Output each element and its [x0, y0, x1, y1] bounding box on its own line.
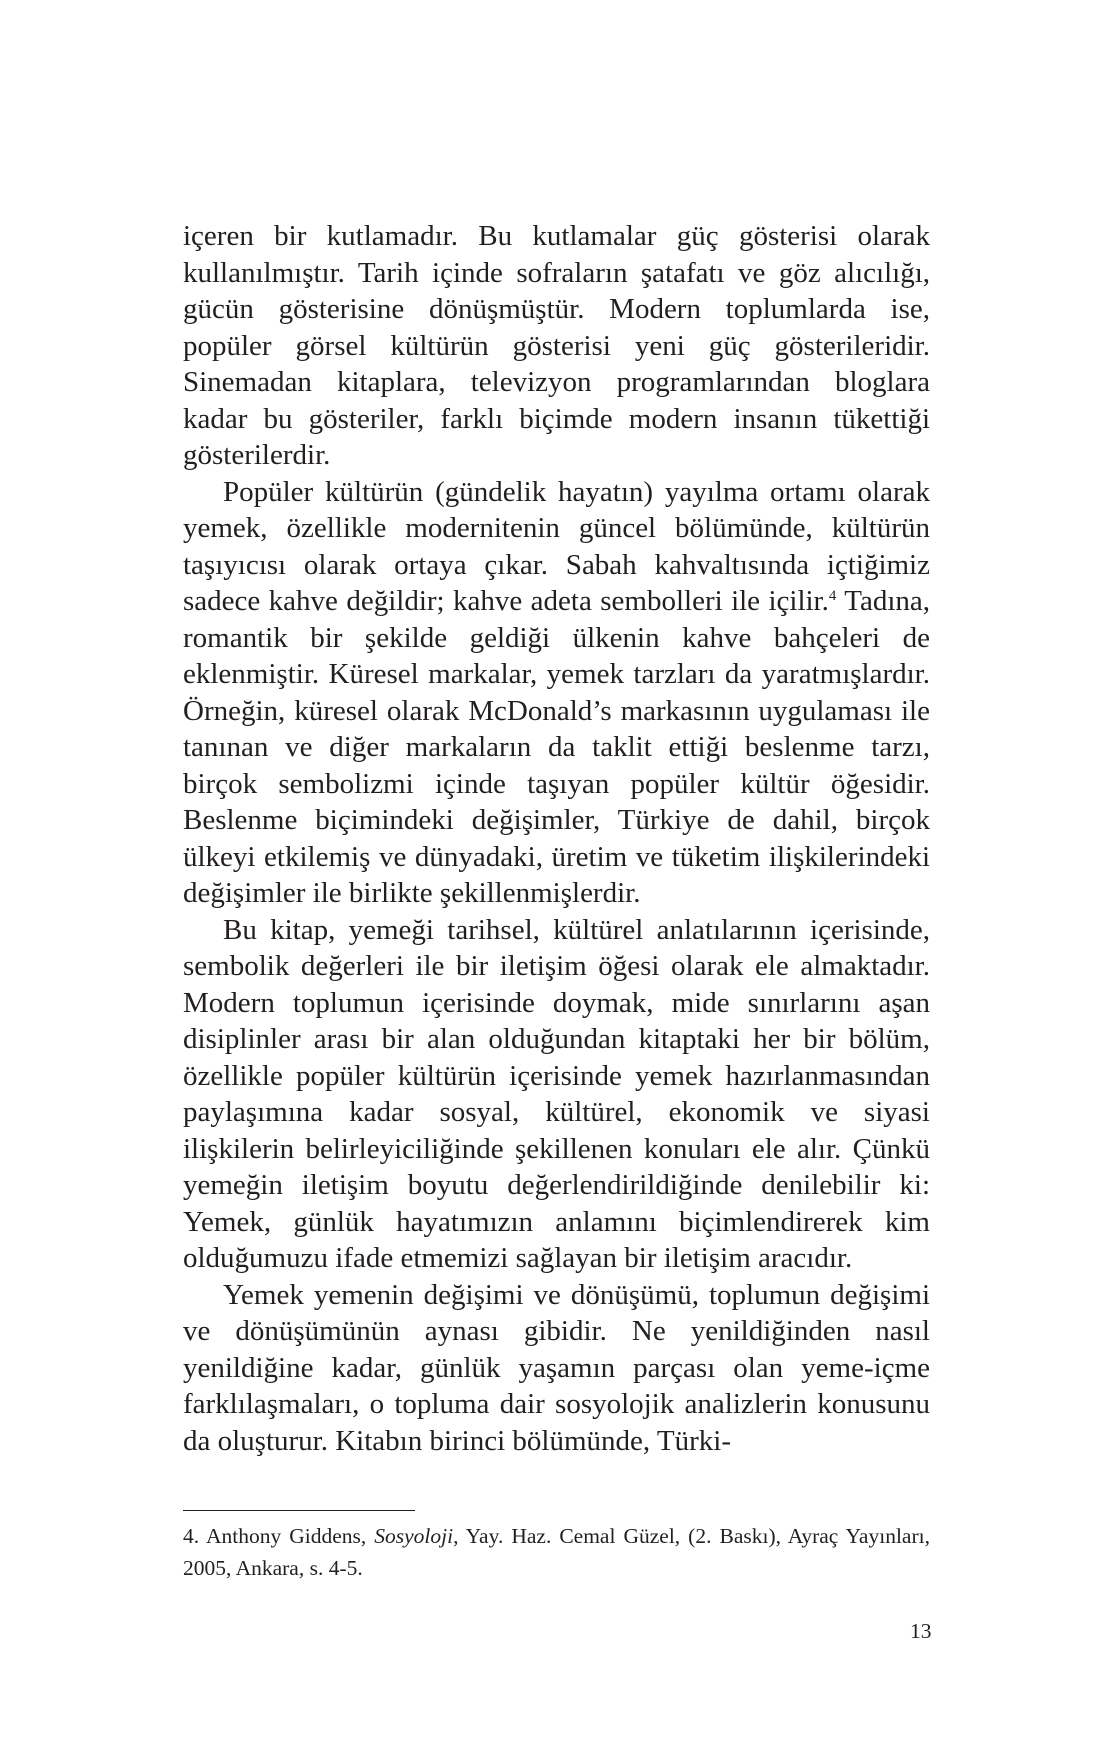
- footnote-number: 4.: [183, 1524, 200, 1548]
- footnote-reference: 4: [828, 588, 837, 604]
- paragraph-2-text-b: Tadına, romantik bir şekilde geldiği ülkenin kahve bahçeleri de eklenmiştir. Küresel markalar, yemek tarzları da yaratmışlardır. Örneğin, küresel olarak McDonald’s markasının uygulaması ile tanınan ve diğer markaların da taklit ettiği beslenme tarzı, birçok sembolizmi içinde taşıyan popüler kültür öğesidir. Beslenme biçimindeki değişimler, Türkiye de dahil, birçok ülkeyi etkilemiş ve dünyadaki, üretim ve tüketim ilişkilerindeki değişimler ile birlikte şekillenmişlerdir.: [183, 585, 931, 909]
- footnote: [183, 1520, 930, 1584]
- paragraph-1: içeren bir kutlamadır. Bu kutlamalar güç gösterisi olarak kullanılmıştır. Tarih içinde sofraların şatafatı ve göz alıcılığı, gücün gösterisine dönüşmüştür. Modern toplumlarda ise, popüler görsel kültürün gösterisi yeni güç gösterileridir. Sinemadan kitaplara, televizyon programlarından bloglara kadar bu gösteriler, farklı biçimde modern insanın tükettiği gösterilerdir.: [183, 220, 930, 471]
- footnote-details: , Yay. Haz. Cemal Güzel, (2. Baskı), Ayraç Yayınları, 2005, Ankara, s. 4-5.: [183, 1524, 930, 1580]
- paragraph-3: Bu kitap, yemeği tarihsel, kültürel anlatılarının içerisinde, sembolik değerleri ile bir iletişim öğesi olarak ele almaktadır. Modern toplumun içerisinde doymak, mide sınırlarını aşan disiplinler arası bir alan olduğundan kitaptaki her bir bölüm, özellikle popüler kültürün içerisinde yemek hazırlanmasından paylaşımına kadar sosyal, kültürel, ekonomik ve siyasi ilişkilerin belirleyiciliğinde şekillenen konuları ele alır. Çünkü yemeğin iletişim boyutu değerlendirildiğinde denilebilir ki: Yemek, günlük hayatımızın anlamını biçimlendirerek kim olduğumuzu ifade etmemizi sağlayan bir iletişim aracıdır.: [183, 913, 930, 1274]
- footnote-divider: [183, 1510, 415, 1511]
- paragraph-2: [183, 474, 930, 912]
- footnote-author: Anthony Giddens,: [199, 1524, 375, 1548]
- page-number: 13: [910, 1619, 932, 1643]
- paragraph-4: Yemek yemenin değişimi ve dönüşümü, toplumun değişimi ve dönüşümünün aynası gibidir. Ne yenildiğinden nasıl yenildiğine kadar, günlük yaşamın parçası olan yeme-içme farklılaşmaları, o topluma dair sosyolojik analizlerin konusunu da oluşturur. Kitabın birinci bölümünde, Türki-: [183, 1278, 930, 1457]
- paragraph-2-text-a: Popüler kültürün (gündelik hayatın) yayılma ortamı olarak yemek, özellikle modernitenin güncel bölümünde, kültürün taşıyıcısı olarak ortaya çıkar. Sabah kahvaltısında içtiğimiz sadece kahve değildir; kahve adeta sembolleri ile içilir.: [183, 475, 930, 617]
- body-text: [183, 218, 930, 1459]
- footnote-title: Sosyoloji: [374, 1524, 454, 1548]
